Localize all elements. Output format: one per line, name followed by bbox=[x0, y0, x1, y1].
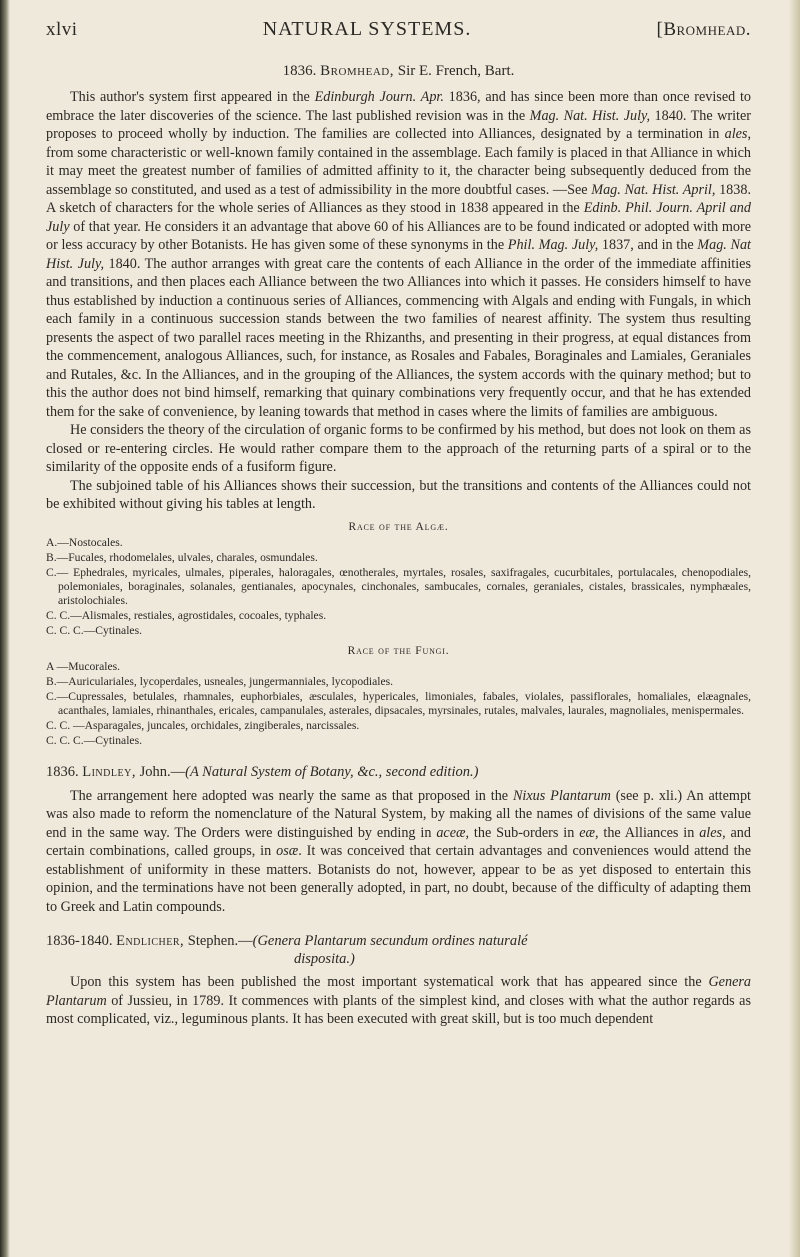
italic-text: Mag. Nat Hist. July, bbox=[46, 237, 752, 272]
race-fungi-item: C. C. —Asparagales, juncales, orchidales, zingiberales, narcissales. bbox=[46, 718, 360, 732]
italic-text: Nixus Plantarum bbox=[512, 787, 611, 804]
race-fungi-item: C.—Cupressales, betulales, rhamnales, euphorbiales, æsculales, hypericales, limoniales, fabales, violales, passiflorales, homaliales, elæagnales, acanthales, lamiales, rhinanthales, ericales, campanulales, asterales, dipsacales, myrsinales, rutales, malvales, laurales, magnoliales, menispermales. bbox=[46, 689, 751, 717]
running-title: NATURAL SYSTEMS. bbox=[262, 18, 472, 40]
italic-text: Edinb. Phil. Journ. April and July bbox=[46, 200, 751, 235]
page-number: xlvi bbox=[46, 19, 78, 40]
race-algae-item: A.—Nostocales. bbox=[46, 535, 123, 549]
italic-text: Edinburgh Journ. Apr. bbox=[314, 89, 444, 105]
endlicher-paragraph: Upon this system has been published the most important systematical work that has appeared since the Genera Plantarum of Jussieu, in 1789. It commences with plants of the simplest kind, and closes with what the author regards as most complicated, viz., leguminous plants. It has been executed with great skill, but is too much dependent bbox=[46, 974, 751, 1027]
bromhead-paragraph: He considers the theory of the circulation of organic forms to be confirmed by his method, but does not look on them as closed or re-entering circles. He would rather compare them to the approach of the returning parts of a spiral or to the similarity of the opposite ends of a fusiform figure. bbox=[46, 422, 751, 475]
lindley-subtitle: (A Natural System of Botany, &c., second edition.) bbox=[185, 763, 479, 780]
italic-text: ales bbox=[724, 126, 748, 142]
lindley-year: 1836. bbox=[46, 763, 79, 780]
page-edge-left bbox=[0, 0, 10, 1257]
bromhead-author: Bromhead, bbox=[320, 63, 394, 79]
running-head-right: [Bromhead. bbox=[656, 19, 751, 40]
race-algae-item: C.— Ephedrales, myricales, ulmales, piperales, haloragales, œnotherales, myrtales, rosales, saxifragales, cucurbitales, portulacales, chenopodiales, polemoniales, boraginales, solanales, gentianales, apocynales, cinchonales, sambucales, cornales, geraniales, cistales, brassicales, nymphæales, aristolochiales. bbox=[46, 565, 751, 607]
race-algae-item: C. C.—Alismales, restiales, agrostidales, cocoales, typhales. bbox=[46, 608, 327, 622]
bromhead-paragraph: This author's system first appeared in the Edinburgh Journ. Apr. 1836, and has since been more than once revised to embrace the later discoveries of the science. The last published revision was in the Mag. Nat. Hist. July, 1840. The writer proposes to proceed wholly by induction. The families are collected into Alliances, designated by a termination in ales, from some characteristic or well-known family contained in the assemblage. Each family is placed in that Alliance in which it may meet the greatest number of families of admitted affinity to it, the character being subsequently deduced from the assemblage so constituted, and used as a test of admissibility in the more doubtful cases. —See Mag. Nat. Hist. April, 1838. A sketch of characters for the whole series of Alliances as they stood in 1838 appeared in the Edinb. Phil. Journ. April and July of that year. He considers it an advantage that above 60 of his Alliances are to be found indicated or adopted with more or less accuracy by other Botanists. He has given some of these synonyms in the Phil. Mag. July, 1837, and in the Mag. Nat Hist. July, 1840. The author arranges with great care the contents of each Alliance in the order of the immediate affinities and transitions, and then places each Alliance between the two Alliances into which it passes. He considers himself to have thus established by induction a continuous series of Alliances, commencing with Algals and ending with Fungals, in which each family in a continuous succession stands between the two families of nearest affinity. The system thus resulting presents the aspect of two parallel races meeting in the Rhizanths, and presenting in their progress, at equal distances from the commencement, analogous Alliances, such, for instance, as Rosales and Fabales, Boraginales and Lamiales, Geraniales and Rutales, &c. In the Alliances, and in the grouping of the Alliances, the system accords with the quinary method; but to this the author does not bind himself, remarking that quinary combinations very frequently occur, and that he has extended them for the sake of convenience, by leaning towards that method in cases where the limits of families are ambiguous. bbox=[46, 89, 752, 420]
lindley-name: John.— bbox=[139, 763, 186, 780]
lindley-paragraph: The arrangement here adopted was nearly the same as that proposed in the Nixus Plantarum (see p. xli.) An attempt was also made to reform the nomenclature of the Natural System, by making all the names of divisions of the same value end in the same way. The Orders were distinguished by ending in aceæ, the Sub-orders in eæ, the Alliances in ales, and certain combinations, called groups, in osæ. It was conceived that certain advantages and conveniences would attend the establishment of uniformity in these matters. Botanists do not, however, appear to be as yet disposed to entertain this opinion, and the terminations have not been generally adopted, in part, no doubt, because of the difficulty of adapting them to Greek and Latin compounds. bbox=[46, 787, 751, 915]
italic-text: Genera Plantarum bbox=[46, 974, 751, 1009]
endlicher-author: Endlicher, bbox=[116, 933, 185, 949]
italic-text: aceæ bbox=[436, 824, 466, 841]
bromhead-year: 1836. bbox=[282, 63, 317, 79]
endlicher-years: 1836-1840. bbox=[46, 933, 113, 949]
italic-text: Mag. Nat. Hist. July, bbox=[529, 107, 651, 124]
endlicher-name: Stephen.— bbox=[187, 933, 253, 949]
lindley-heading bbox=[46, 764, 751, 781]
race-algae-item: B.—Fucales, rhodomelales, ulvales, charales, osmundales. bbox=[46, 550, 318, 564]
race-fungi-heading: Race of the Fungi. bbox=[347, 644, 450, 657]
endlicher-heading bbox=[46, 932, 751, 968]
race-algae-heading: Race of the Algæ. bbox=[348, 520, 449, 533]
italic-text: ales bbox=[699, 824, 723, 841]
endlicher-subtitle: (Genera Plantarum secundum ordines naturalé bbox=[252, 933, 528, 949]
italic-text: osæ bbox=[276, 843, 299, 859]
italic-text: Mag. Nat. Hist. April, bbox=[591, 181, 716, 198]
race-fungi-item: C. C. C.—Cytinales. bbox=[46, 733, 142, 747]
race-algae-item: C. C. C.—Cytinales. bbox=[46, 623, 142, 637]
page-edge-right bbox=[788, 0, 800, 1257]
race-algae-list bbox=[46, 536, 751, 638]
race-fungi-item: B.—Auriculariales, lycoperdales, usneales, jungermanniales, lycopodiales. bbox=[46, 674, 394, 688]
italic-text: Phil. Mag. July, bbox=[507, 237, 599, 253]
race-fungi-list bbox=[46, 660, 751, 748]
running-head bbox=[46, 18, 751, 41]
bromhead-name: Sir E. French, Bart. bbox=[397, 63, 515, 79]
lindley-author: Lindley, bbox=[82, 763, 136, 780]
race-fungi-item: A —Mucorales. bbox=[46, 659, 121, 673]
document-page bbox=[46, 18, 751, 1029]
italic-text: eæ bbox=[579, 824, 595, 841]
bromhead-paragraph: The subjoined table of his Alliances shows their succession, but the transitions and contents of the Alliances could not be exhibited without giving his tables at length. bbox=[46, 477, 751, 512]
endlicher-subtitle-cont: disposita.) bbox=[294, 951, 355, 967]
bromhead-heading bbox=[46, 63, 751, 80]
